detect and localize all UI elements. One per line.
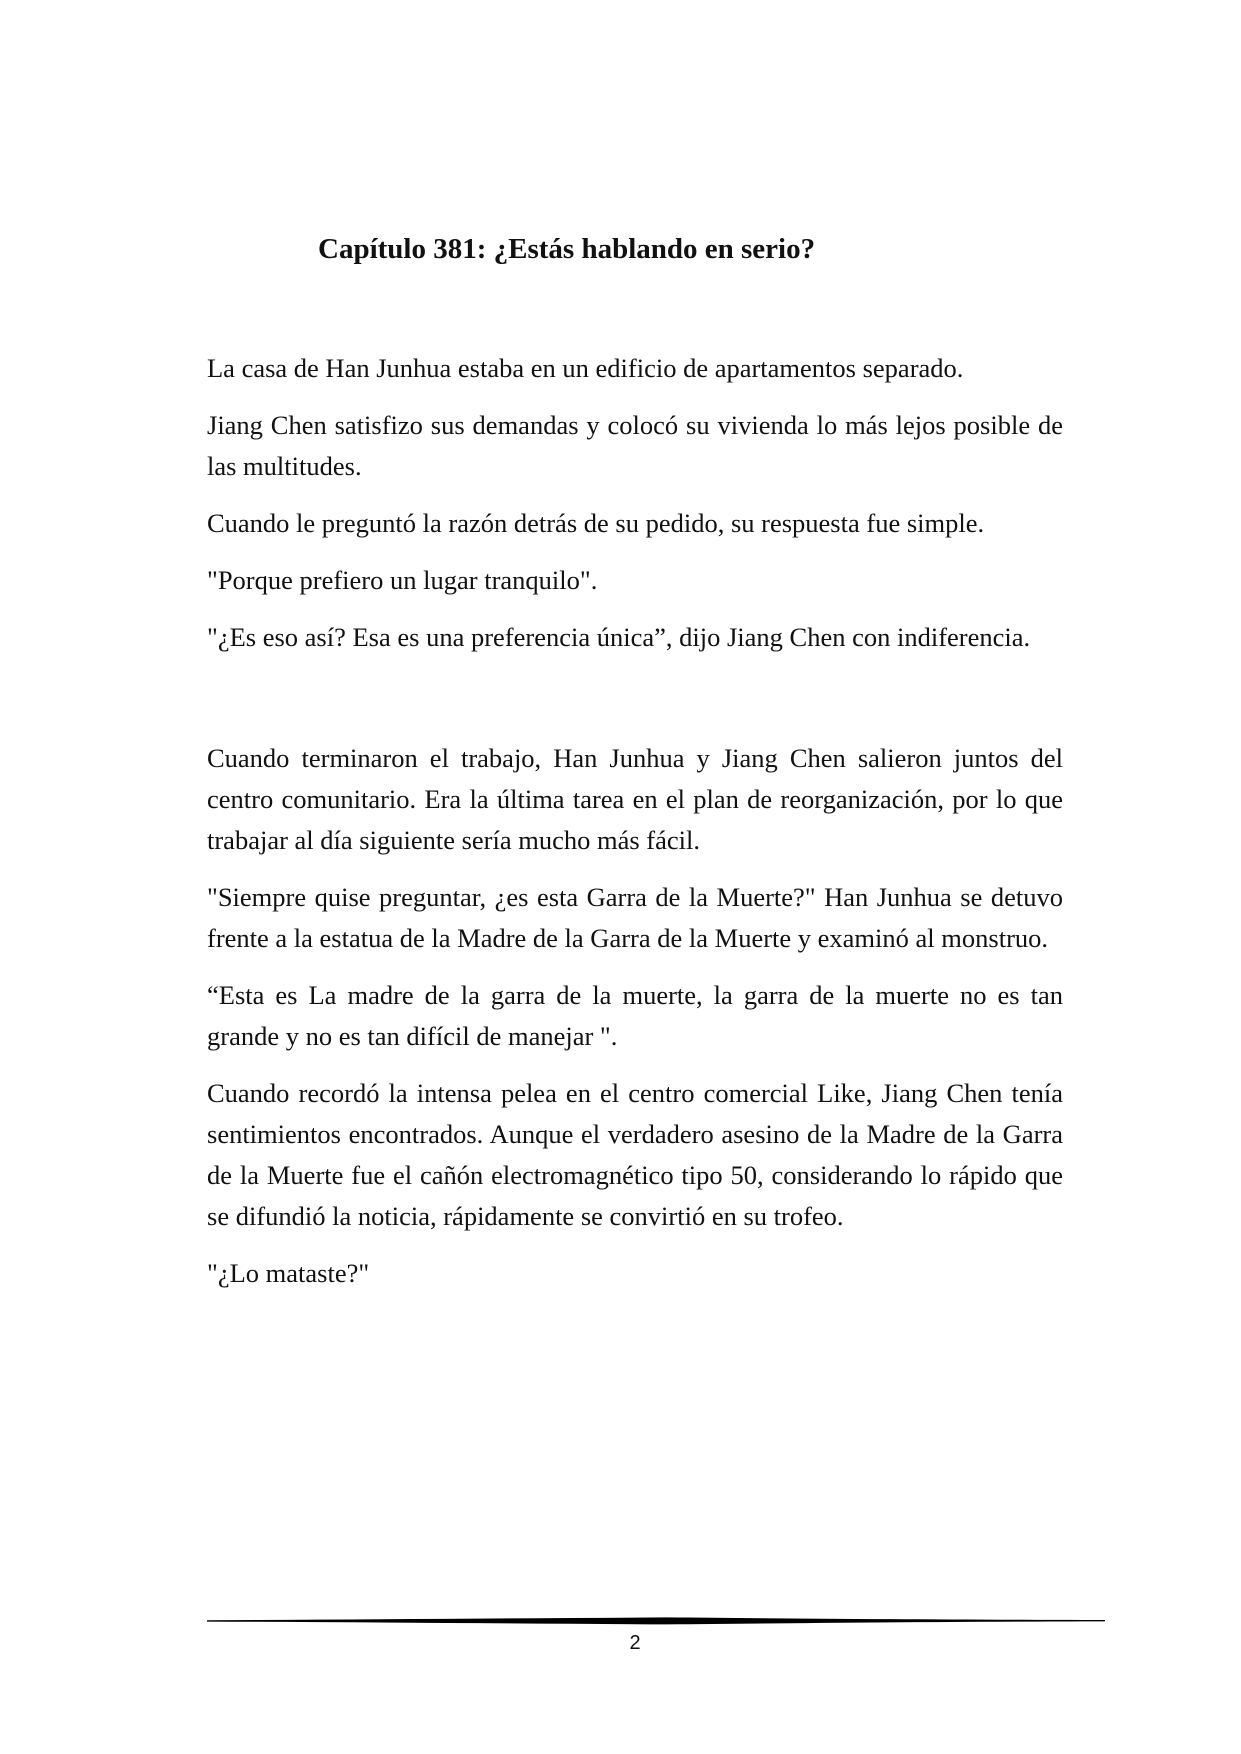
paragraph: "¿Es eso así? Esa es una preferencia única”, dijo Jiang Chen con indiferencia.: [207, 622, 1031, 652]
page-number: 2: [629, 1632, 641, 1654]
chapter-title: Capítulo 381: ¿Estás hablando en serio?: [318, 233, 816, 265]
footer-divider: [207, 1615, 1105, 1627]
paragraph: "¿Lo mataste?": [207, 1258, 370, 1288]
paragraph: “Esta es La madre de la garra de la muerte, la garra de la muerte no es tan grande y no es tan difícil de manejar ".: [207, 980, 1063, 1051]
paragraph: Cuando recordó la intensa pelea en el centro comercial Like, Jiang Chen tenía sentimientos encontrados. Aunque el verdadero asesino de la Madre de la Garra de la Muerte fue el cañón electromagnético tipo 50, considerando lo rápido que se difundió la noticia, rápidamente se convirtió en su trofeo.: [207, 1078, 1063, 1231]
footer-divider-stroke: [207, 1617, 1105, 1624]
paragraph: Cuando terminaron el trabajo, Han Junhua y Jiang Chen salieron juntos del centro comunitario. Era la última tarea en el plan de reorganización, por lo que trabajar al día siguiente sería mucho más fácil.: [207, 743, 1063, 855]
paragraph: "Siempre quise preguntar, ¿es esta Garra de la Muerte?" Han Junhua se detuvo frente a la estatua de la Madre de la Garra de la Muerte y examinó al monstruo.: [207, 882, 1063, 953]
paragraph: Jiang Chen satisfizo sus demandas y colocó su vivienda lo más lejos posible de las multitudes.: [207, 410, 1063, 481]
paragraph: La casa de Han Junhua estaba en un edificio de apartamentos separado.: [207, 353, 964, 383]
body-text: [207, 348, 1063, 1310]
paragraph: Cuando le preguntó la razón detrás de su pedido, su respuesta fue simple.: [207, 508, 985, 538]
paragraph: "Porque prefiero un lugar tranquilo".: [207, 565, 598, 595]
